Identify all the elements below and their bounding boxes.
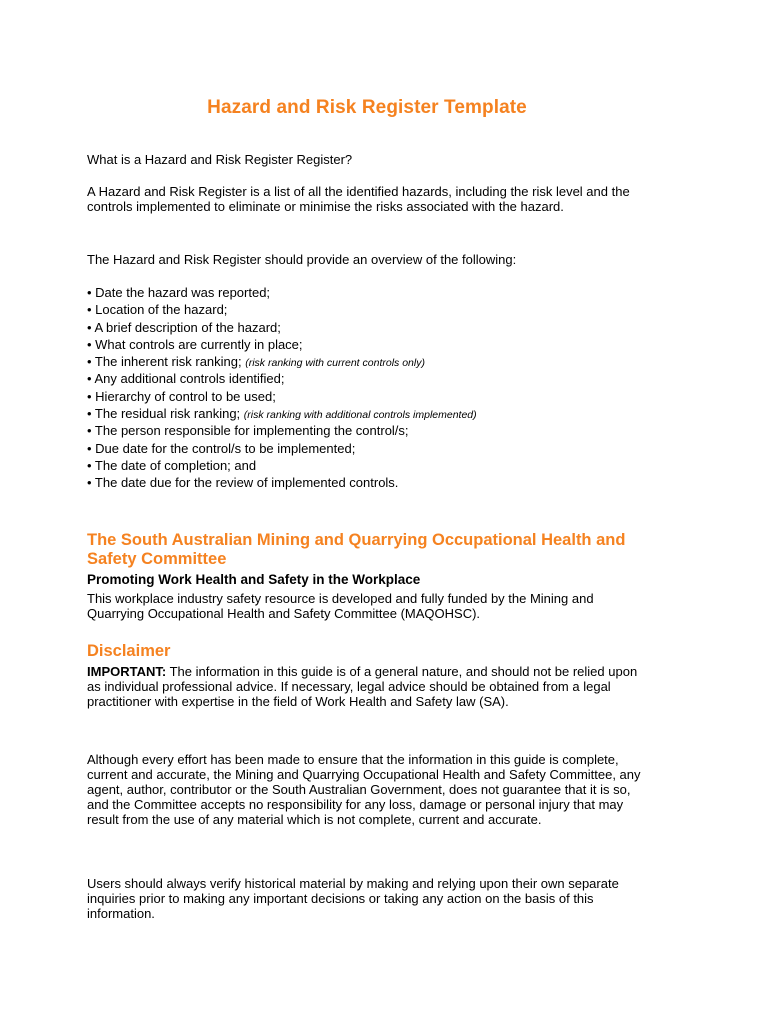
list-item-text: • The date due for the review of implemented controls. bbox=[87, 475, 399, 491]
list-item bbox=[87, 319, 647, 336]
list-item bbox=[87, 405, 647, 422]
committee-subheading: Promoting Work Health and Safety in the Workplace bbox=[87, 572, 421, 587]
question-text: What is a Hazard and Risk Register Register? bbox=[87, 152, 353, 167]
list-item bbox=[87, 301, 647, 318]
list-item-text: • The date of completion; and bbox=[87, 457, 257, 473]
list-item-text: • The person responsible for implementing the control/s; bbox=[87, 423, 409, 439]
list-item-text: • What controls are currently in place; bbox=[87, 336, 303, 352]
list-item bbox=[87, 336, 647, 353]
list-item-note: (risk ranking with additional controls implemented) bbox=[243, 409, 477, 422]
list-item-text: • The residual risk ranking; bbox=[87, 406, 244, 422]
list-item bbox=[87, 284, 647, 301]
important-paragraph bbox=[87, 664, 647, 709]
accuracy-paragraph: Although every effort has been made to ensure that the information in this guide is complete, current and accurate, the Mining and Quarrying Occupational Health and Safety Committee, any agent, author, contributor or the South Australian Government, does not guarantee that it is so, and the Committee accepts no responsibility for any loss, damage or personal injury that may result from the use of any material which is not complete, current and accurate. bbox=[87, 752, 641, 827]
list-item bbox=[87, 353, 647, 370]
list-item-note: (risk ranking with current controls only) bbox=[245, 357, 425, 370]
overview-intro: The Hazard and Risk Register should provide an overview of the following: bbox=[87, 252, 517, 267]
definition-paragraph: A Hazard and Risk Register is a list of all the identified hazards, including the risk level and the controls implemented to eliminate or minimise the risks associated with the hazard. bbox=[87, 184, 630, 214]
list-item bbox=[87, 474, 647, 491]
disclaimer-heading: Disclaimer bbox=[87, 642, 171, 660]
list-item-text: • Due date for the control/s to be implemented; bbox=[87, 440, 356, 456]
list-item bbox=[87, 457, 647, 474]
list-item bbox=[87, 422, 647, 439]
important-text: The information in this guide is of a general nature, and should not be relied upon as individual professional advice. If necessary, legal advice should be obtained from a legal practitioner with expertise in the field of Work Health and Safety law (SA). bbox=[87, 664, 638, 709]
list-item-text: • Hierarchy of control to be used; bbox=[87, 388, 276, 404]
committee-paragraph: This workplace industry safety resource is developed and fully funded by the Mining and Quarrying Occupational Health and Safety Committee (MAQOHSC). bbox=[87, 591, 594, 621]
list-item bbox=[87, 388, 647, 405]
verify-paragraph: Users should always verify historical material by making and relying upon their own separate inquiries prior to making any important decisions or taking any action on the basis of this information. bbox=[87, 876, 619, 921]
list-item bbox=[87, 370, 647, 387]
list-item-text: • Location of the hazard; bbox=[87, 302, 228, 318]
list-item-text: • The inherent risk ranking; bbox=[87, 354, 246, 370]
document-title: Hazard and Risk Register Template bbox=[207, 97, 527, 118]
list-item-text: • Any additional controls identified; bbox=[87, 371, 285, 387]
list-item-text: • A brief description of the hazard; bbox=[87, 319, 281, 335]
important-label: IMPORTANT: bbox=[87, 664, 167, 679]
list-item-text: • Date the hazard was reported; bbox=[87, 285, 271, 300]
overview-list bbox=[87, 284, 647, 492]
committee-heading: The South Australian Mining and Quarrying Occupational Health and Safety Committee bbox=[87, 531, 626, 568]
list-item bbox=[87, 440, 647, 457]
